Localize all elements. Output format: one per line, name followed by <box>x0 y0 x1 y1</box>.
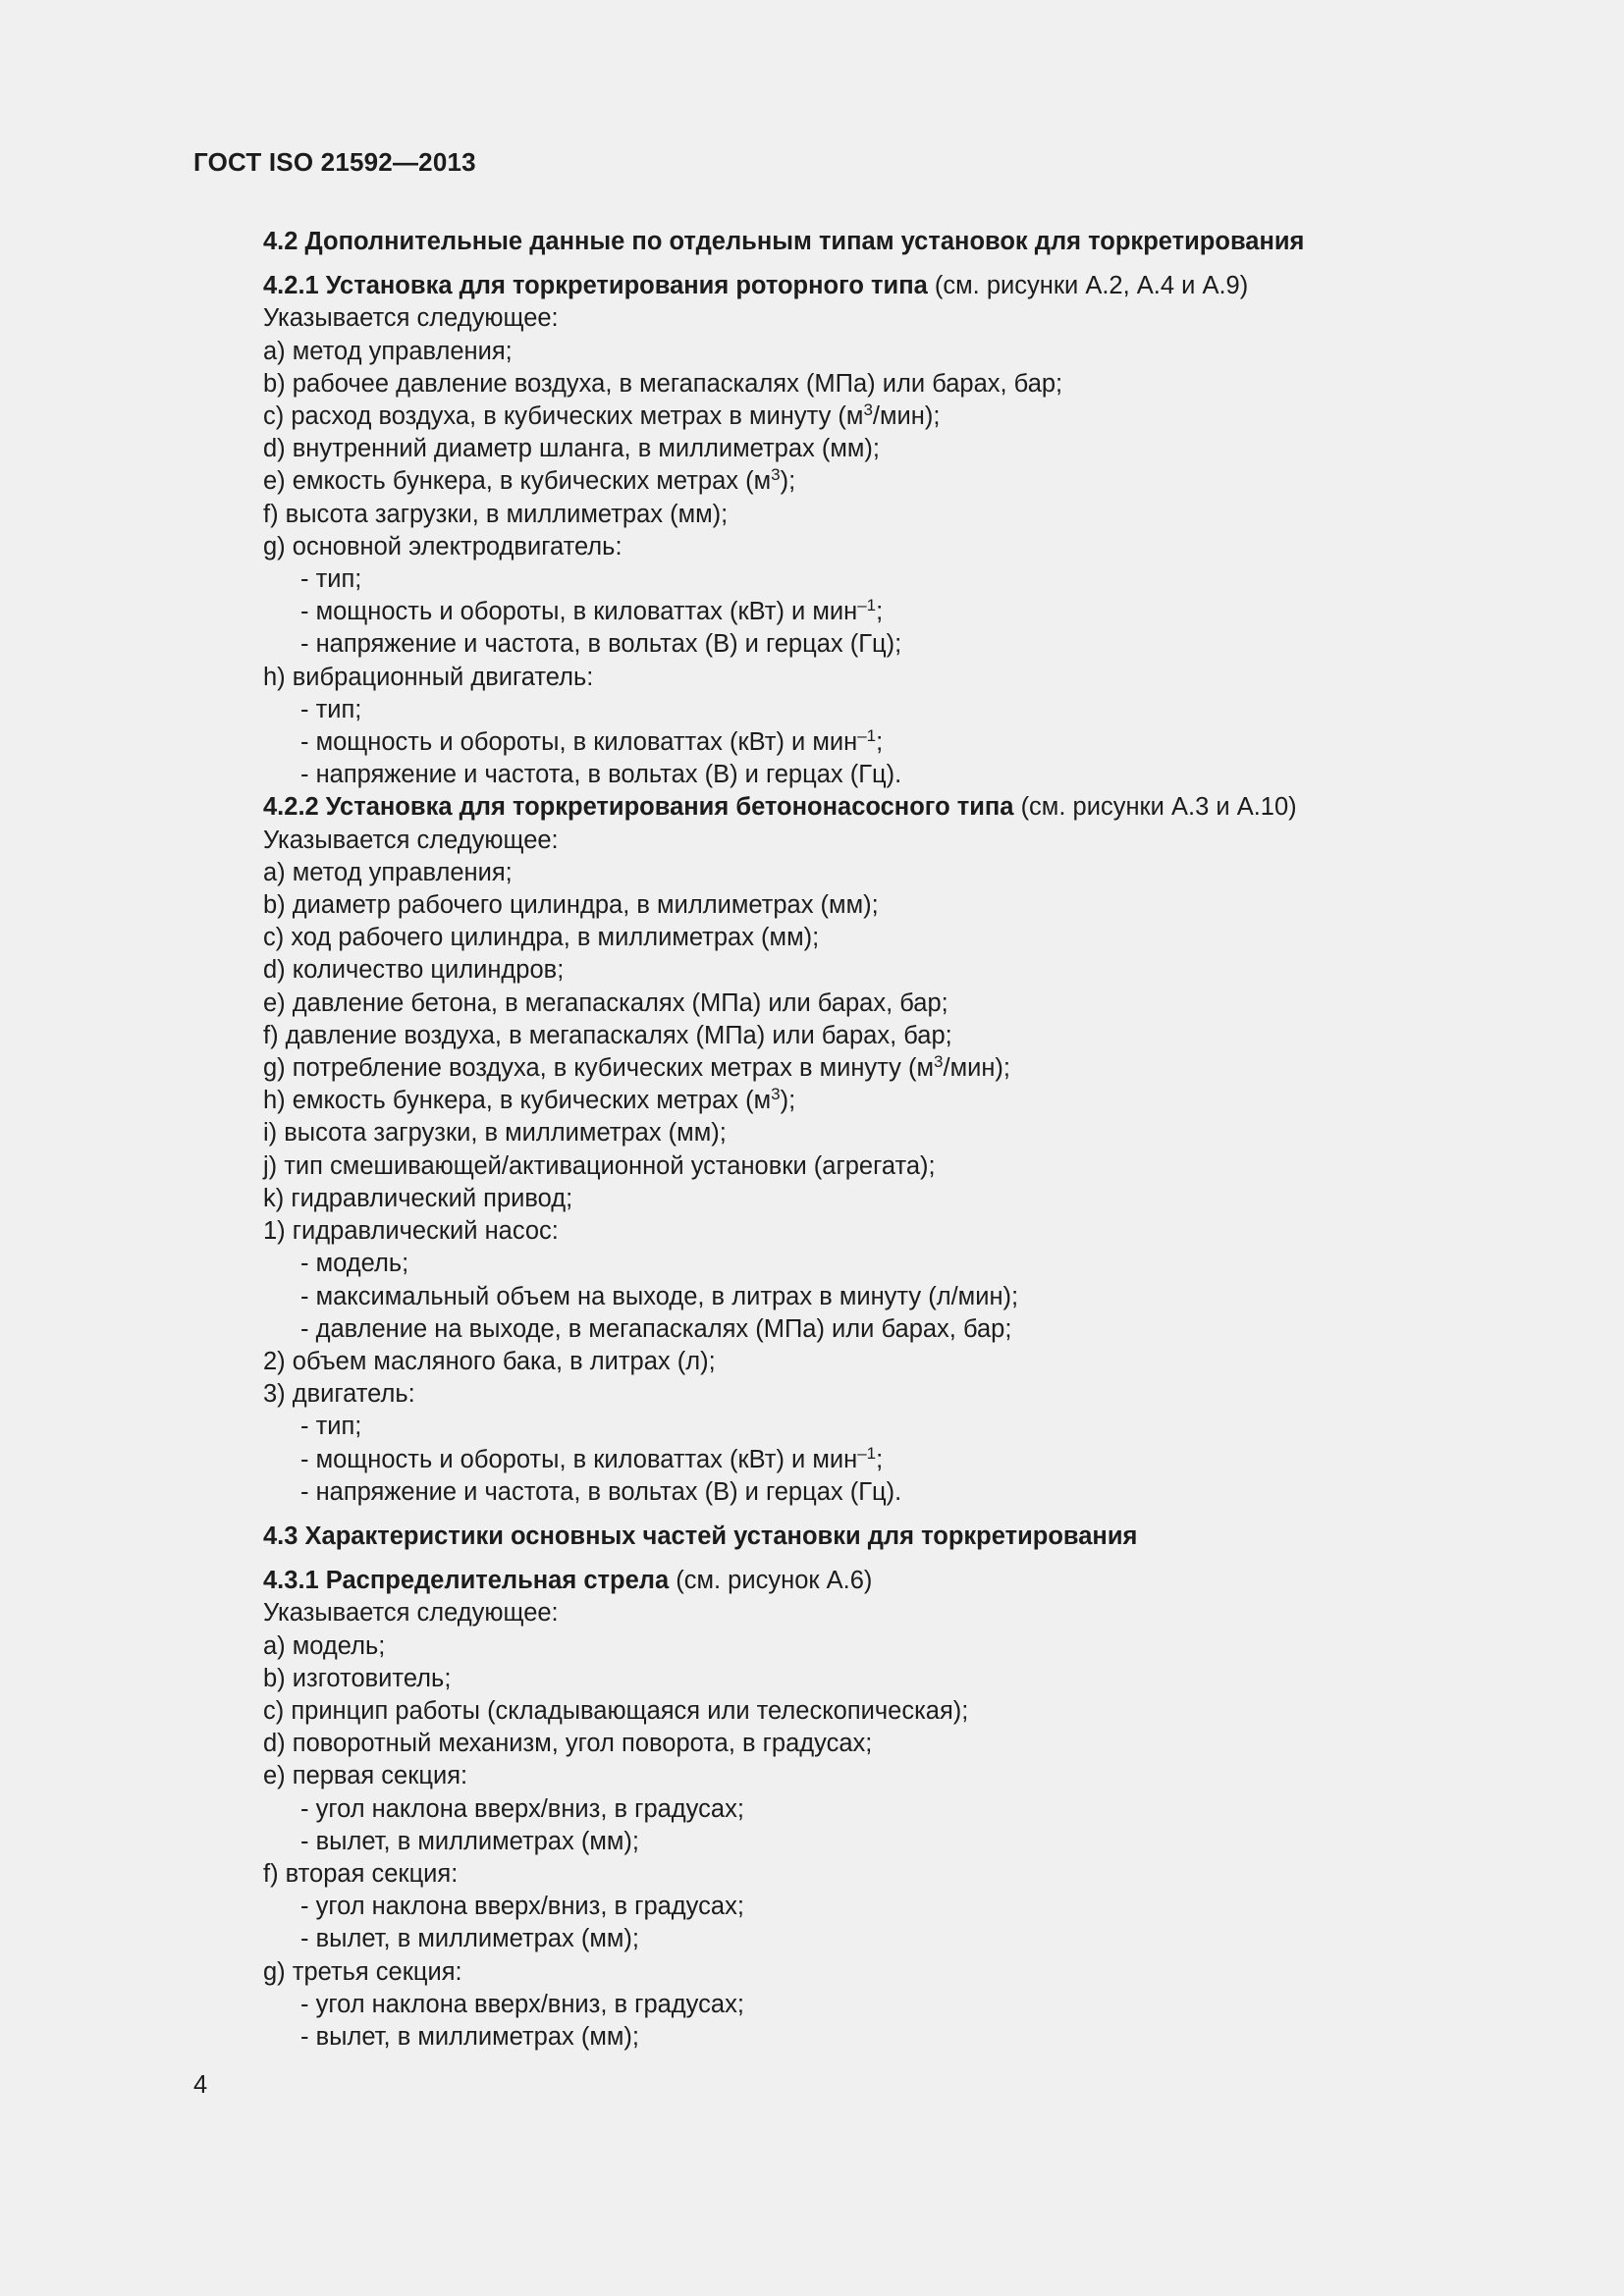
list-item: a) метод управления; <box>263 337 513 365</box>
sub-item: - тип; <box>300 565 362 594</box>
sub-item: - мощность и обороты, в киловаттах (кВт) и мин$^{-1}$; <box>300 596 884 626</box>
list-item: c) ход рабочего цилиндра, в миллиметрах (мм); <box>263 924 820 952</box>
list-item: e) давление бетона, в мегапаскалях (МПа) или барах, бар; <box>263 988 948 1017</box>
list-item: c) расход воздуха, в кубических метрах в минуту $(м^3/мин)$; <box>263 400 941 431</box>
section-heading: 4.3 Характеристики основных частей установки для торкретирования <box>263 1522 1138 1550</box>
document-body <box>263 226 1540 2054</box>
list-item: 2) объем масляного бака, в литрах (л); <box>263 1347 716 1375</box>
superscript: –1 <box>857 1443 877 1463</box>
list-item: c) принцип работы (складывающаяся или телескопическая); <box>263 1696 969 1725</box>
superscript: 3 <box>863 400 873 420</box>
list-item: e) емкость бункера, в кубических метрах $(м^3)$; <box>263 465 796 496</box>
subsection-title: 4.2.1 Установка для торкретирования роторного типа <box>263 272 928 300</box>
superscript: 3 <box>771 1085 781 1104</box>
list-item: k) гидравлический привод; <box>263 1184 573 1212</box>
superscript: –1 <box>857 596 877 615</box>
sub-item: - мощность и обороты, в киловаттах (кВт) и мин$^{-1}$; <box>300 1443 884 1473</box>
list-item: b) рабочее давление воздуха, в мегапаскалях (МПа) или барах, бар; <box>263 369 1063 398</box>
sub-item: - вылет, в миллиметрах (мм); <box>300 2022 639 2051</box>
subsection-reference: (см. рисунок А.6) <box>669 1567 873 1595</box>
sub-item: - угол наклона вверх/вниз, в градусах; <box>300 1794 744 1823</box>
sub-item: - тип; <box>300 695 362 723</box>
sub-item: - напряжение и частота, в вольтах (В) и герцах (Гц). <box>300 1477 902 1506</box>
list-item: Указывается следующее: <box>263 826 559 854</box>
list-item: g) третья секция: <box>263 1957 462 1986</box>
subsection-heading <box>263 1565 1540 1597</box>
superscript: 3 <box>934 1052 944 1072</box>
subsection-heading <box>263 270 1540 302</box>
list-item: d) количество цилиндров; <box>263 956 565 985</box>
sub-item: - модель; <box>300 1250 409 1278</box>
list-item: a) метод управления; <box>263 858 513 886</box>
sub-item: - максимальный объем на выходе, в литрах в минуту (л/мин); <box>300 1282 1019 1310</box>
sub-item: - угол наклона вверх/вниз, в градусах; <box>300 1990 744 2018</box>
sub-item: - угол наклона вверх/вниз, в градусах; <box>300 1893 744 1921</box>
subsection-title: 4.2.2 Установка для торкретирования бетононасосного типа <box>263 793 1014 822</box>
subsection-title: 4.3.1 Распределительная стрела <box>263 1567 670 1595</box>
list-item: e) первая секция: <box>263 1762 468 1790</box>
sub-item: - мощность и обороты, в киловаттах (кВт) и мин$^{-1}$; <box>300 726 884 757</box>
sub-item: - напряжение и частота, в вольтах (В) и герцах (Гц); <box>300 630 902 659</box>
list-item: f) высота загрузки, в миллиметрах (мм); <box>263 500 729 528</box>
list-item: b) изготовитель; <box>263 1664 452 1692</box>
list-item: f) вторая секция: <box>263 1859 459 1888</box>
subsection-reference: (см. рисунки А.2, А.4 и А.9) <box>927 272 1249 300</box>
sub-item: - тип; <box>300 1413 362 1441</box>
section-heading: 4.2 Дополнительные данные по отдельным типам установок для торкретирования <box>263 228 1305 255</box>
list-item: d) внутренний диаметр шланга, в миллиметрах (мм); <box>263 435 881 463</box>
list-item: i) высота загрузки, в миллиметрах (мм); <box>263 1119 727 1148</box>
superscript: 3 <box>771 465 781 485</box>
superscript: –1 <box>857 726 877 746</box>
list-item: f) давление воздуха, в мегапаскалях (МПа) или барах, бар; <box>263 1021 952 1049</box>
list-item: Указывается следующее: <box>263 304 559 333</box>
sub-item: - вылет, в миллиметрах (мм); <box>300 1925 639 1953</box>
list-item: b) диаметр рабочего цилиндра, в миллиметрах (мм); <box>263 891 879 920</box>
list-item: Указывается следующее: <box>263 1599 559 1628</box>
sub-item: - вылет, в миллиметрах (мм); <box>300 1827 639 1855</box>
list-item: a) модель; <box>263 1631 386 1660</box>
list-item: d) поворотный механизм, угол поворота, в градусах; <box>263 1730 873 1758</box>
list-item: g) потребление воздуха, в кубических метрах в минуту $(м^3/мин)$; <box>263 1052 1011 1083</box>
list-item: 3) двигатель: <box>263 1380 415 1409</box>
subsection-heading <box>263 791 1540 824</box>
list-item: g) основной электродвигатель: <box>263 532 623 561</box>
page-number: 4 <box>193 2071 208 2099</box>
sub-item: - давление на выходе, в мегапаскалях (МПа) или барах, бар; <box>300 1314 1012 1343</box>
list-item: j) тип смешивающей/активационной установки (агрегата); <box>263 1151 936 1180</box>
list-item: h) емкость бункера, в кубических метрах $(м^3)$; <box>263 1085 796 1115</box>
subsection-reference: (см. рисунки А.3 и А.10) <box>1013 793 1297 822</box>
list-item: h) вибрационный двигатель: <box>263 663 594 691</box>
document-header: ГОСТ ISO 21592—2013 <box>193 147 476 177</box>
list-item: 1) гидравлический насос: <box>263 1217 559 1246</box>
sub-item: - напряжение и частота, в вольтах (В) и герцах (Гц). <box>300 761 902 789</box>
